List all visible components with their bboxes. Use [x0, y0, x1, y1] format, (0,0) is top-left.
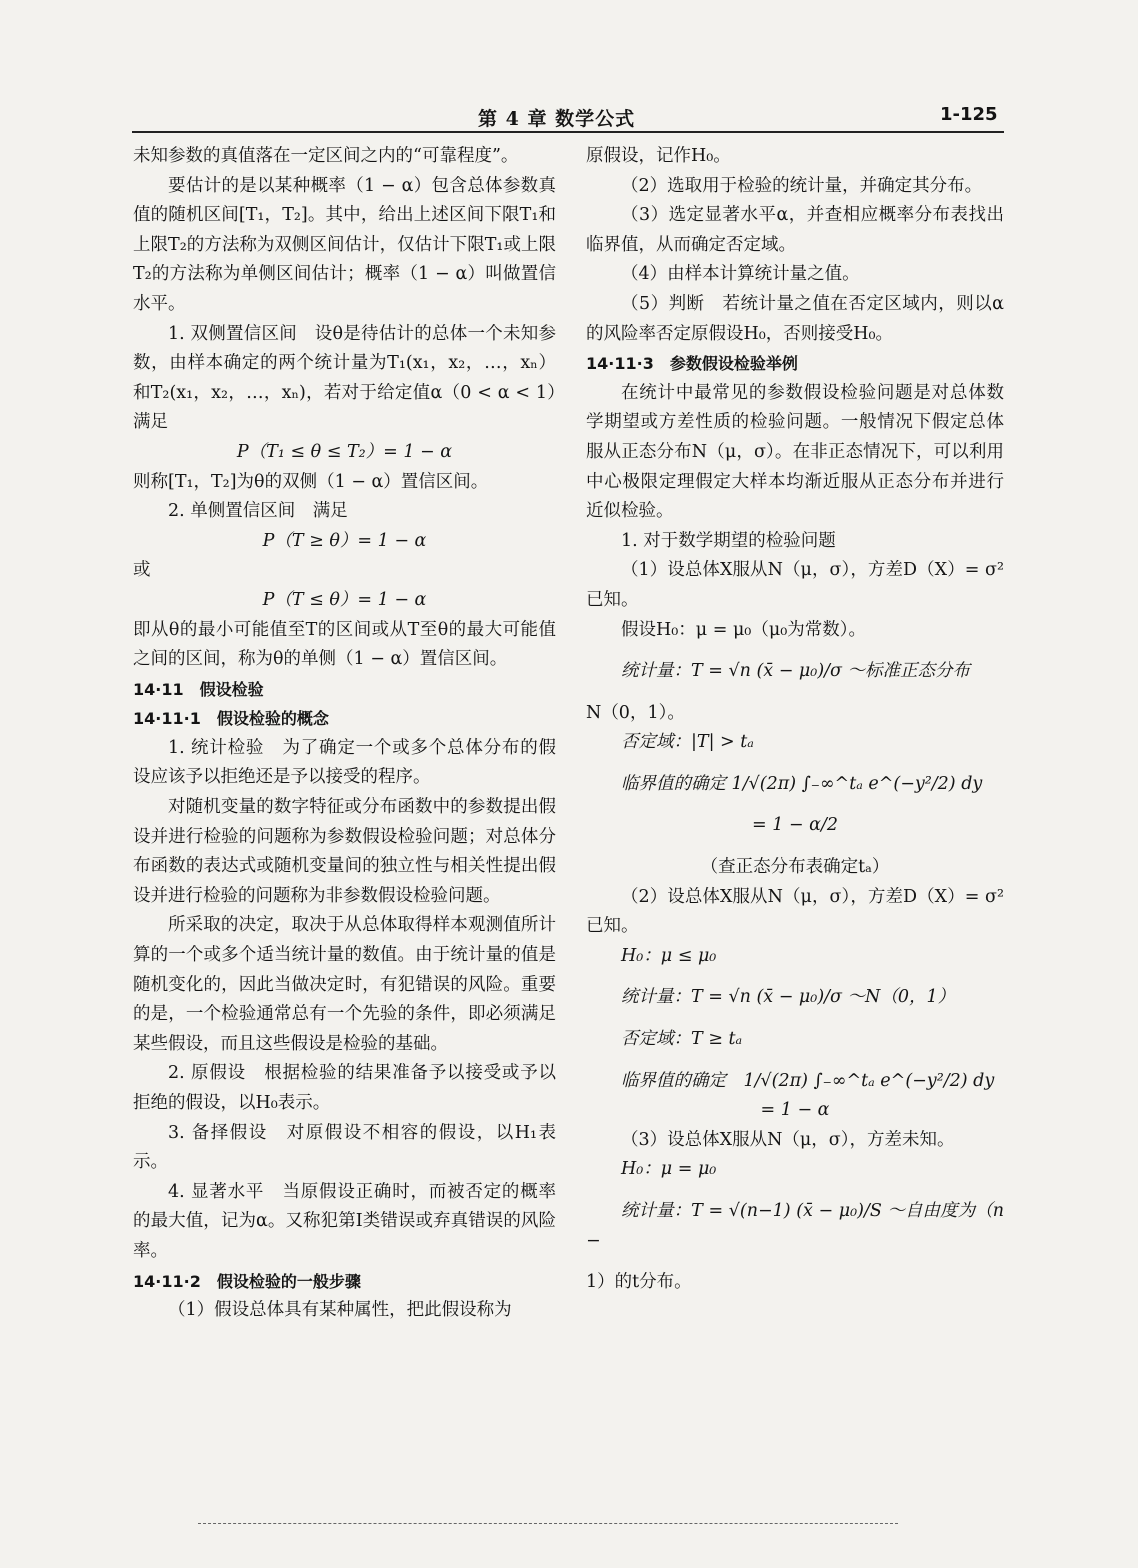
formula: 统计量：T = √n (x̄ − μ₀)/σ ～标准正态分布 [621, 661, 971, 682]
footer-rule [198, 1523, 898, 1525]
subsection-heading: 14·11·1 假设检验的概念 [133, 709, 329, 729]
paragraph: （1）设总体X服从N（μ，σ），方差D（X）= σ²已知。 [586, 560, 1004, 610]
paragraph: （查正态分布表确定tₐ） [700, 857, 890, 878]
paragraph: 1. 双侧置信区间 设θ是待估计的总体一个未知参数，由样本确定的两个统计量为T₁(x₁，x₂，…，xₙ）和T₂(x₁，x₂，…，xₙ)，若对于给定值α（0 < α < 1）满足 [133, 323, 556, 433]
formula: = 1 − α [760, 1100, 830, 1121]
paragraph: 或 [133, 560, 151, 581]
paragraph: 假设H₀：μ = μ₀（μ₀为常数）。 [621, 619, 866, 640]
formula: 统计量：T = √n (x̄ − μ₀)/σ ～N（0，1） [621, 987, 956, 1008]
paragraph: 1. 统计检验 为了确定一个或多个总体分布的假设应该予以拒绝还是予以接受的程序。 [133, 737, 556, 788]
page-header [0, 104, 1138, 134]
paragraph: 在统计中最常见的参数假设检验问题是对总体数学期望或方差性质的检验问题。一般情况下假定总体服从正态分布N（μ，σ）。在非正态情况下，可以利用中心极限定理假定大样本均渐近服从正态分布并进行近似检验。 [586, 382, 1004, 522]
formula: H₀：μ ≤ μ₀ [621, 945, 717, 966]
paragraph: 2. 原假设 根据检验的结果准备予以接受或予以拒绝的假设，以H₀表示。 [133, 1063, 556, 1113]
paragraph: 1）的t分布。 [586, 1272, 692, 1293]
paragraph: 即从θ的最小可能值至T的区间或从T至θ的最大可能值之间的区间，称为θ的单侧（1 − α）置信区间。 [133, 619, 556, 670]
formula: 临界值的确定 1/√(2π) ∫₋∞^tₐ e^(−y²/2) dy [621, 773, 983, 794]
paragraph: 1. 对于数学期望的检验问题 [621, 530, 836, 551]
formula: P（T ≥ θ）= 1 − α [262, 530, 427, 551]
paragraph: 所采取的决定，取决于从总体取得样本观测值所计算的一个或多个适当统计量的数值。由于统计量的值是随机变化的，因此当做决定时，有犯错误的风险。重要的是，一个检验通常总有一个先验的条件，即必须满足某些假设，而且这些假设是检验的基础。 [133, 915, 556, 1054]
right-column [586, 142, 1004, 1298]
formula: = 1 − α/2 [752, 815, 838, 836]
left-column [133, 142, 556, 1326]
paragraph: （4）由样本计算统计量之值。 [621, 264, 860, 285]
formula: P（T ≤ θ）= 1 − α [262, 589, 427, 610]
paragraph: （1）假设总体具有某种属性，把此假设称为 [168, 1300, 512, 1321]
paragraph: 原假设，记作H₀。 [586, 146, 731, 166]
paragraph: 2. 单侧置信区间 满足 [168, 501, 348, 522]
paragraph: 要估计的是以某种概率（1 − α）包含总体参数真值的随机区间[T₁，T₂]。其中，给出上述区间下限T₁和上限T₂的方法称为双侧区间估计，仅估计下限T₁或上限T₂的方法称为单侧区间估计；概率（1 − α）叫做置信水平。 [133, 175, 556, 314]
paragraph: （3）选定显著水平α，并查相应概率分布表找出临界值，从而确定否定域。 [586, 205, 1004, 255]
paragraph: （2）设总体X服从N（μ，σ），方差D（X）= σ²已知。 [586, 886, 1004, 937]
page-number: 1-125 [940, 104, 998, 125]
paragraph: （5）判断 若统计量之值在否定区域内，则以α的风险率否定原假设H₀，否则接受H₀。 [586, 293, 1004, 344]
paragraph: （2）选取用于检验的统计量，并确定其分布。 [621, 175, 983, 196]
formula: P（T₁ ≤ θ ≤ T₂）= 1 − α [236, 441, 453, 462]
paragraph: N（0，1）。 [586, 702, 685, 723]
paragraph: 对随机变量的数字特征或分布函数中的参数提出假设并进行检验的问题称为参数假设检验问题；对总体分布函数的表达式或随机变量间的独立性与相关性提出假设并进行检验的问题称为非参数假设检验问题。 [133, 797, 556, 906]
paragraph: （3）设总体X服从N（μ，σ），方差未知。 [621, 1129, 955, 1150]
formula: 否定域：|T| > tₐ [621, 732, 754, 753]
formula: 统计量：T = √(n−1) (x̄ − μ₀)/S ～自由度为（n − [586, 1201, 1004, 1251]
header-rule [132, 131, 1004, 133]
section-heading: 14·11 假设检验 [133, 679, 264, 699]
paragraph: 未知参数的真值落在一定区间之内的“可靠程度”。 [133, 146, 519, 166]
paragraph: 3. 备择假设 对原假设不相容的假设，以H₁表示。 [133, 1122, 556, 1173]
paragraph: 4. 显著水平 当原假设正确时，而被否定的概率的最大值，记为α。又称犯第Ⅰ类错误或弃真错误的风险率。 [133, 1181, 556, 1261]
subsection-heading: 14·11·3 参数假设检验举例 [586, 354, 798, 374]
formula: H₀：μ = μ₀ [621, 1159, 717, 1180]
subsection-heading: 14·11·2 假设检验的一般步骤 [133, 1271, 361, 1291]
formula: 临界值的确定 1/√(2π) ∫₋∞^tₐ e^(−y²/2) dy [621, 1070, 995, 1091]
formula: 否定域：T ≥ tₐ [621, 1029, 743, 1050]
paragraph: 则称[T₁，T₂]为θ的双侧（1 − α）置信区间。 [133, 471, 489, 492]
chapter-title: 第 4 章 数学公式 [478, 108, 636, 130]
